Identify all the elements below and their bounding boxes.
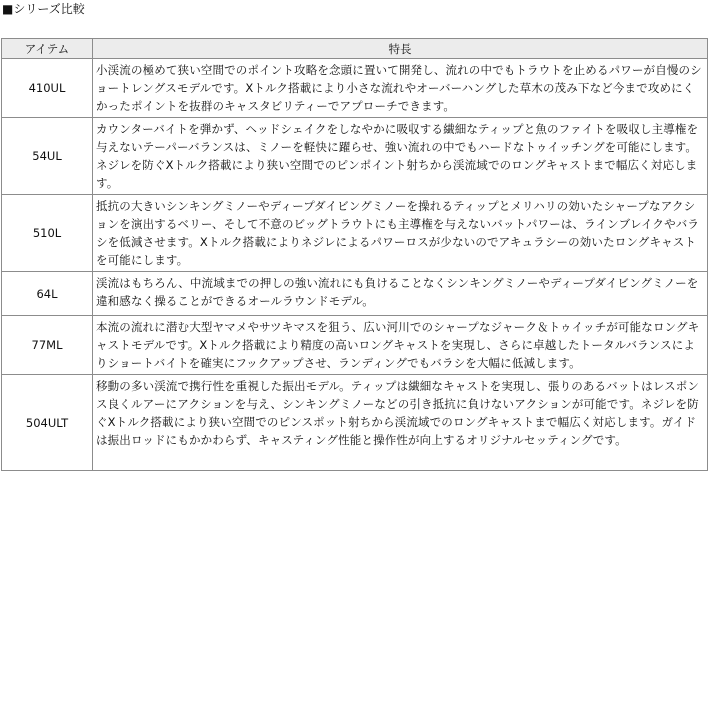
item-name-cell: 410UL: [2, 59, 93, 118]
series-comparison-table: [1, 38, 708, 471]
table-header-row: [2, 39, 708, 59]
item-name-cell: 64L: [2, 272, 93, 316]
item-name-cell: 504ULT: [2, 375, 93, 471]
item-name-cell: 77ML: [2, 316, 93, 375]
item-name-cell: 510L: [2, 195, 93, 272]
feature-description-cell: 移動の多い渓流で携行性を重視した振出モデル。ティップは繊細なキャストを実現し、張りのあるバットはレスポンス良くルアーにアクションを与え、シンキングミノーなどの引き抵抗に負けないアクションが可能です。ネジレを防ぐXトルク搭載により狭い空間でのピンスポット射ちから渓流域でのロングキャストまで幅広く対応します。ガイドは振出ロッドにもかかわらず、キャスティング性能と操作性が向上するオリジナルセッティングです。: [93, 375, 708, 471]
feature-description-cell: カウンターバイトを弾かず、ヘッドシェイクをしなやかに吸収する繊細なティップと魚のファイトを吸収し主導権を与えないテーパーバランスは、ミノーを軽快に躍らせ、強い流れの中でもハードなトゥイッチングを可能にします。ネジレを防ぐXトルク搭載により狭い空間でのピンポイント射ちから渓流域でのロングキャストまで幅広く対応します。: [93, 118, 708, 195]
column-header-item: アイテム: [2, 39, 93, 59]
table-row: [2, 375, 708, 471]
table-row: [2, 59, 708, 118]
table-row: [2, 195, 708, 272]
feature-description-cell: 抵抗の大きいシンキングミノーやディープダイビングミノーを操れるティップとメリハリの効いたシャープなアクションを演出するベリー、そして不意のビッグトラウトにも主導権を与えないバットパワーは、ラインブレイクやバラシを低減させます。Xトルク搭載によりネジレによるパワーロスが少ないのでアキュラシーの効いたロングキャストを可能にします。: [93, 195, 708, 272]
feature-description-cell: 本流の流れに潜む大型ヤマメやサツキマスを狙う、広い河川でのシャープなジャーク＆トゥイッチが可能なロングキャストモデルです。Xトルク搭載により精度の高いロングキャストを実現し、さらに卓越したトータルバランスによりショートバイトを確実にフックアップさせ、ランディングでもバラシを大幅に低減します。: [93, 316, 708, 375]
item-name-cell: 54UL: [2, 118, 93, 195]
table-row: [2, 272, 708, 316]
table-row: [2, 118, 708, 195]
table-row: [2, 316, 708, 375]
section-title: ■シリーズ比較: [2, 2, 85, 16]
column-header-feature: 特長: [93, 39, 708, 59]
feature-description-cell: 小渓流の極めて狭い空間でのポイント攻略を念頭に置いて開発し、流れの中でもトラウトを止めるパワーが自慢のショートレングスモデルです。Xトルク搭載により小さな流れやオーバーハングした草木の茂み下など今まで攻めにくかったポイントを抜群のキャスタビリティーでアプローチできます。: [93, 59, 708, 118]
feature-description-cell: 渓流はもちろん、中流域までの押しの強い流れにも負けることなくシンキングミノーやディープダイビングミノーを違和感なく操ることができるオールラウンドモデル。: [93, 272, 708, 316]
